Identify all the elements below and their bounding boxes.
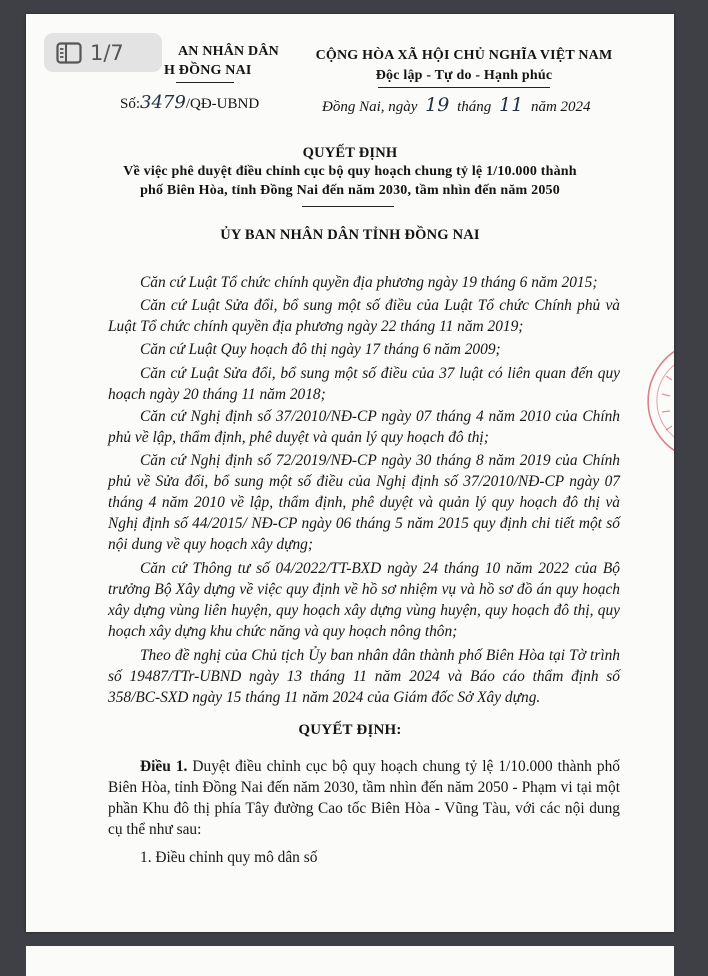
page-counter[interactable]: [44, 33, 162, 72]
issuer-name: ỦY BAN NHÂN DÂN TỈNH ĐỒNG NAI: [220, 227, 480, 243]
agency-name-line1: AN NHÂN DÂN: [178, 44, 279, 59]
agency-name-line2: H ĐỒNG NAI: [164, 63, 252, 78]
handwritten-number: 3479: [140, 92, 186, 113]
document-number: [120, 92, 259, 113]
document-page: [26, 14, 674, 932]
article-1-text: Duyệt điều chỉnh cục bộ quy hoạch chung tỷ lệ 1/10.000 thành phố Biên Hòa, tỉnh Đồng Nai đến năm 2030, tầm nhìn đến năm 2050 - Phạm vi tại một phần Khu đô thị phía Tây đường Cao tốc Biên Hòa - Vũng Tàu, với các nội dung cụ thể như sau:: [108, 758, 620, 838]
country-name: CỘNG HÒA XÃ HỘI CHỦ NGHĨA VIỆT NAM: [315, 48, 613, 63]
stamp-icon: [642, 346, 674, 456]
month-label: tháng: [457, 99, 492, 115]
next-page-edge: [26, 946, 674, 976]
issue-date: [322, 94, 591, 116]
number-prefix: Số:: [120, 96, 141, 112]
legal-basis-7: Căn cứ Thông tư số 04/2022/TT-BXD ngày 24 tháng 10 năm 2022 của Bộ trưởng Bộ Xây dựng về việc quy định về hồ sơ nhiệm vụ và hồ sơ đồ án quy hoạch xây dựng vùng liên huyện, quy hoạch xây dựng vùng huyện, quy hoạch đô thị, quy hoạch xây dựng khu chức năng và quy hoạch nông thôn;: [108, 560, 620, 640]
legal-basis-8: Theo đề nghị của Chủ tịch Ủy ban nhân dân thành phố Biên Hòa tại Tờ trình số 19487/TTr-UBND ngày 13 tháng 11 năm 2024 và Báo cáo thẩm định số 358/BC-SXD ngày 15 tháng 11 năm 2024 của Giám đốc Sở Xây dựng.: [108, 647, 620, 706]
date-place: Đồng Nai, ngày: [322, 99, 418, 115]
decision-title: QUYẾT ĐỊNH: [302, 145, 398, 161]
subject-line-2: phố Biên Hòa, tỉnh Đồng Nai đến năm 2030, tầm nhìn đến năm 2050: [140, 183, 560, 198]
decision-heading: QUYẾT ĐỊNH:: [298, 722, 402, 738]
motto-underline: [378, 87, 550, 88]
legal-basis-4: Căn cứ Luật Sửa đổi, bổ sung một số điều của 37 luật có liên quan đến quy hoạch ngày 20 tháng 11 năm 2018;: [108, 365, 620, 403]
legal-basis-2: Căn cứ Luật Sửa đổi, bổ sung một số điều của Luật Tổ chức Chính phủ và Luật Tổ chức chính quyền địa phương ngày 22 tháng 11 năm 2019;: [108, 297, 620, 335]
national-motto: Độc lập - Tự do - Hạnh phúc: [375, 68, 553, 83]
date-year: năm 2024: [530, 99, 591, 115]
legal-basis-3: Căn cứ Luật Quy hoạch đô thị ngày 17 tháng 6 năm 2009;: [140, 341, 501, 358]
legal-basis-6: Căn cứ Nghị định số 72/2019/NĐ-CP ngày 30 tháng 8 năm 2019 của Chính phủ về Sửa đổi, bổ sung một số điều của Nghị định số 37/2010/NĐ-CP ngày 07 tháng 4 năm 2010 về lập, thẩm định, phê duyệt và quản lý quy hoạch đô thị và Nghị định số 44/2015/ NĐ-CP ngày 06 tháng 5 năm 2015 quy định chi tiết một số nội dung về quy hoạch xây dựng;: [108, 452, 620, 553]
legal-basis-1: Căn cứ Luật Tổ chức chính quyền địa phương ngày 19 tháng 6 năm 2015;: [140, 274, 598, 291]
item-1: 1. Điều chỉnh quy mô dân số: [140, 849, 318, 866]
article-1-label: Điều 1.: [140, 758, 188, 775]
legal-basis-5: Căn cứ Nghị định số 37/2010/NĐ-CP ngày 07 tháng 4 năm 2010 của Chính phủ về lập, thẩm định, phê duyệt và quản lý quy hoạch đô thị;: [108, 408, 620, 446]
article-1: [108, 756, 620, 840]
agency-underline: [176, 82, 234, 83]
page-counter-text: 1/7: [90, 40, 124, 65]
handwritten-day: 19: [425, 94, 450, 116]
title-underline: [302, 206, 394, 207]
number-suffix: /QĐ-UBND: [185, 96, 260, 112]
reader-mode-icon: [56, 42, 82, 64]
subject-line-1: Về việc phê duyệt điều chỉnh cục bộ quy hoạch chung tỷ lệ 1/10.000 thành: [123, 164, 577, 179]
handwritten-month: 11: [499, 94, 524, 116]
